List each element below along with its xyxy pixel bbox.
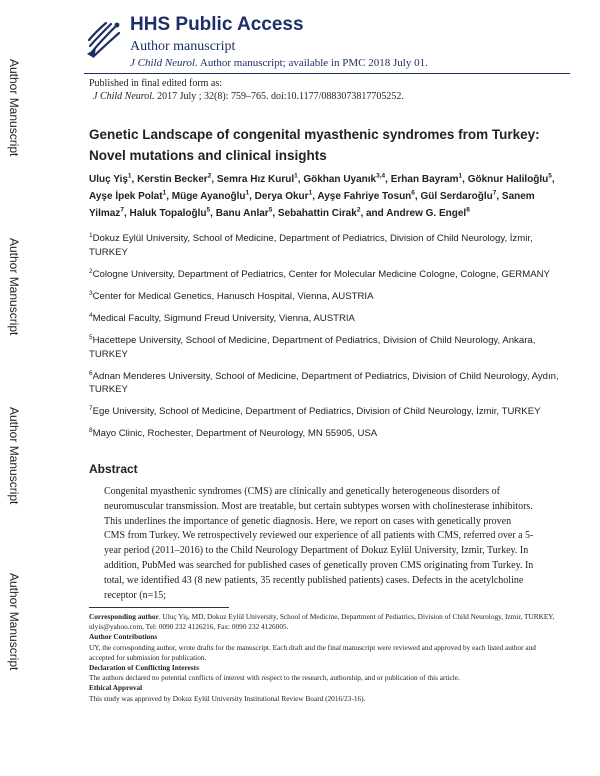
author-name: Ayşe İpek Polat: [89, 190, 163, 202]
side-label-1: Author Manuscript: [7, 59, 21, 157]
citation-line: [89, 90, 404, 103]
author-sup: 1: [162, 189, 167, 197]
author-name: Ayşe Fahriye Tosun: [317, 190, 412, 202]
corresponding-author-text: . Uluç Yiş, MD, Dokuz Eylül University, School of Medicine, Department of Pediatrics, Division of Child Neurology, Izmir, TURKEY, ulyis@yahoo.com, Tel: 0090 232 4126216, Fax: 0090 232 4126005.: [89, 612, 555, 632]
publication-info: [89, 77, 404, 103]
affiliation-num: 4: [89, 311, 93, 319]
author-name: Haluk Topaloğlu: [129, 207, 207, 219]
author-name: Erhan Bayram: [390, 174, 459, 185]
affiliation: [89, 370, 569, 397]
ethical-approval: [89, 683, 559, 703]
author-sup: 7: [492, 189, 497, 197]
affiliation-text: Mayo Clinic, Rochester, Department of Neurology, MN 55905, USA: [92, 428, 378, 440]
author-name: Semra Hız Kurul: [216, 174, 295, 185]
affiliation: [89, 312, 569, 326]
affiliation-text: Ege University, School of Medicine, Department of Pediatrics, Division of Child Neurology, İzmir, TURKEY: [92, 406, 541, 418]
abstract-text: Congenital myasthenic syndromes (CMS) are clinically and genetically heterogeneous disorders of neuromuscular transmission. Most are treatable, but certain subtypes worsen with cholinesterase inhibitors. This underlines the importance of genetic diagnosis. Here, we report on cases with genetically proven CMS from Turkey. We retrospectively reviewed our experience of all patients with CMS, referred over a 5-year period (2011–2016) to the Child Neurology Department of Dokuz Eylül University, Izmir, Turkey. In addition, PubMed was searched for published cases of genetically proven CMS originating from Turkey. In total, we identified 43 (8 new patients, 35 recently published patients) cases. Defects in the acetylcholine receptor (n=15;: [104, 486, 534, 601]
published-line: Published in final edited form as:: [89, 78, 223, 89]
author-sup: 8: [466, 206, 470, 214]
author-sup: 5: [268, 206, 273, 214]
affiliation: [89, 290, 569, 304]
footnotes: [89, 612, 559, 704]
author-list: Uluç Yiş$^1$, Kerstin Becker$^2$, Semra Hız Kurul$^1$, Gökhan Uyanık$^{3,4}$, Erhan Bayram$^1$, Göknur Haliloğlu$^5$, Ayşe İpek Polat$^1$, Müge Ayanoğlu$^1$, Derya Okur$^1$, Ayşe Fahriye Tosun$^6$, Gül Serdaroğlu$^7$, Sanem Yilmaz$^7$, Haluk Topaloğlu$^5$, Banu Anlar$^5$, Sebahattin Cirak$^2$, and Andrew G. Engel$^8$: [89, 172, 555, 219]
author-sup: 1: [308, 189, 313, 197]
affiliation-num: 2: [89, 267, 93, 275]
pmc-availability-line: [130, 57, 428, 69]
author-name: Banu Anlar: [215, 207, 269, 219]
conflict-declaration: [89, 663, 559, 683]
author-sup: 1: [294, 172, 298, 180]
author-contributions: [89, 632, 559, 663]
author-name: Sanem Yilmaz: [89, 190, 535, 219]
conflict-heading: Declaration of Conflicting Interests: [89, 663, 199, 673]
author-contributions-heading: Author Contributions: [89, 632, 158, 642]
side-label-2: Author Manuscript: [7, 238, 21, 336]
citation-journal: J Child Neurol.: [93, 91, 155, 102]
affiliation-text: Medical Faculty, Sigmund Freud University, Vienna, AUSTRIA: [92, 312, 355, 324]
affiliation-text: Cologne University, Department of Pediatrics, Center for Molecular Medicine Cologne, Cologne, GERMANY: [92, 268, 550, 280]
article-title: Genetic Landscape of congenital myasthenic syndromes from Turkey: Novel mutations and clinical insights: [89, 127, 540, 163]
conflict-text: The authors declared no potential conflicts of interest with respect to the research, authorship, and or publication of this article.: [89, 673, 460, 683]
affiliation-text: Center for Medical Genetics, Hanusch Hospital, Vienna, AUSTRIA: [92, 290, 374, 302]
author-manuscript-label: Author manuscript: [130, 39, 236, 54]
author-contributions-text: UY, the corresponding author, wrote drafts for the manuscript. Each draft and the final manuscript were reviewed and approved by each listed author and accepted for submission for publication.: [89, 642, 536, 662]
author-sup: 7: [120, 206, 124, 214]
author-name: Kerstin Becker: [137, 174, 208, 185]
author-sup: 2: [207, 172, 212, 180]
affiliation: [89, 232, 569, 259]
author-sup: 1: [458, 172, 463, 180]
affiliation-num: 3: [89, 289, 93, 297]
author-sup: 1: [127, 172, 132, 180]
corresponding-author-label: Corresponding author: [89, 612, 159, 621]
abstract-heading: Abstract: [89, 462, 138, 476]
affiliation: [89, 405, 569, 419]
hhs-eagle-logo-icon: [84, 18, 122, 60]
author-name: Göknur Haliloğlu: [467, 174, 549, 185]
affiliation: [89, 268, 569, 282]
affiliation-list: [89, 232, 569, 450]
corresponding-author: [89, 612, 559, 632]
author-name: Gül Serdaroğlu: [420, 190, 493, 202]
affiliation: [89, 334, 569, 361]
hhs-public-access-title: HHS Public Access: [130, 14, 304, 35]
side-label-4: Author Manuscript: [7, 573, 21, 671]
affiliation-num: 7: [89, 405, 93, 413]
author-sup: 5: [548, 172, 552, 180]
affiliation-num: 1: [89, 231, 93, 239]
author-sup: 1: [245, 189, 250, 197]
author-name: Müge Ayanoğlu: [171, 190, 246, 202]
author-name: Derya Okur: [254, 190, 309, 202]
author-name: Andrew G. Engel: [386, 207, 467, 219]
author-sup: 2: [356, 206, 361, 214]
journal-name: J Child Neurol.: [130, 57, 198, 69]
ethical-approval-heading: Ethical Approval: [89, 683, 143, 693]
affiliation-num: 6: [89, 369, 93, 377]
affiliation-text: Adnan Menderes University, School of Medicine, Department of Pediatrics, Division of Child Neurology, Aydın, TURKEY: [89, 370, 559, 396]
header-divider: [84, 73, 570, 74]
citation-details: 2017 July ; 32(8): 759–765. doi:10.1177/0883073817705252.: [157, 91, 404, 102]
author-sup: 3,4: [376, 172, 386, 180]
author-name: Sebahattin Cirak: [277, 207, 357, 219]
affiliation-text: Dokuz Eylül University, School of Medicine, Department of Pediatrics, Division of Child Neurology, İzmir, TURKEY: [89, 233, 533, 258]
footnote-divider: [89, 607, 229, 608]
author-sup: 6: [411, 189, 415, 197]
affiliation: [89, 427, 569, 441]
author-name: Gökhan Uyanık: [303, 174, 377, 185]
ethical-approval-text: This study was approved by Dokuz Eylül University Institutional Review Board (2016/23-16).: [89, 693, 366, 703]
affiliation-num: 5: [89, 333, 93, 341]
author-sup: 5: [206, 206, 211, 214]
author-name: Uluç Yiş: [89, 174, 128, 185]
affiliation-num: 8: [89, 427, 93, 435]
affiliation-text: Hacettepe University, School of Medicine, Department of Pediatrics, Division of Child Neurology, Ankara, TURKEY: [89, 334, 536, 360]
pmc-availability-text: Author manuscript; available in PMC 2018 July 01.: [199, 57, 428, 69]
side-label-3: Author Manuscript: [7, 407, 21, 505]
